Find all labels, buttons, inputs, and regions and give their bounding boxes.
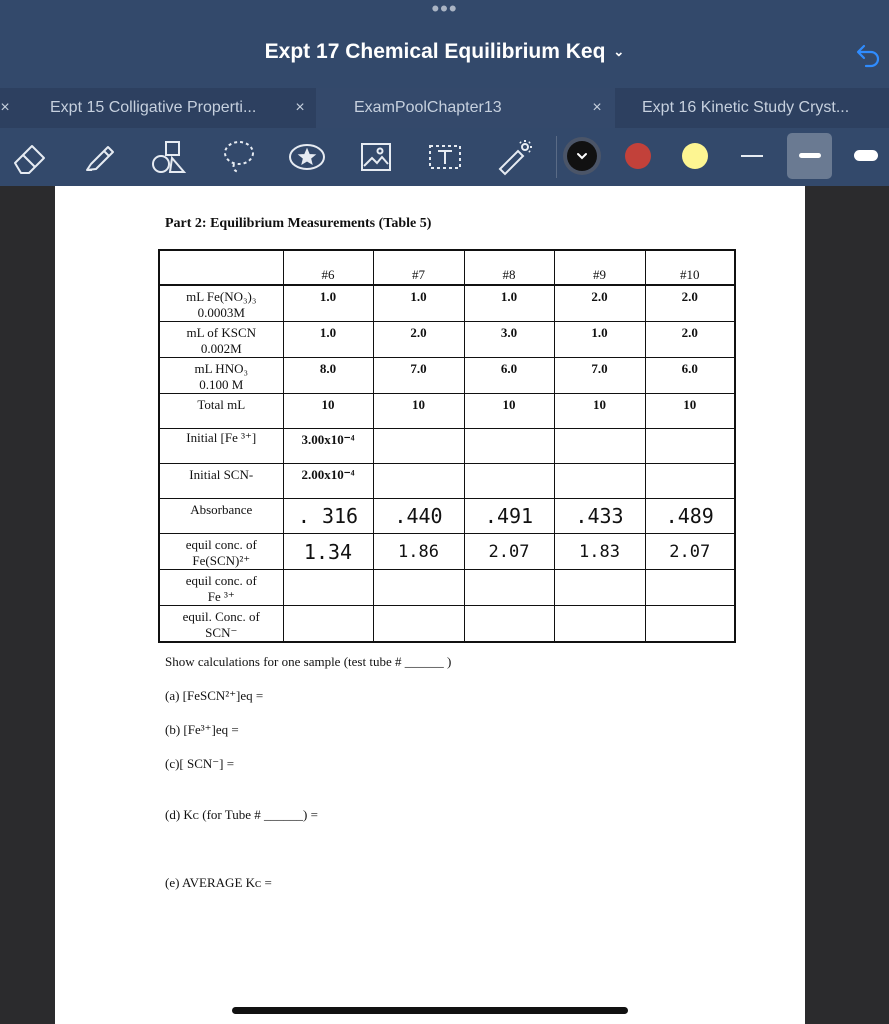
drawing-toolbar <box>0 128 889 186</box>
table-cell[interactable]: 6.0 <box>464 358 554 394</box>
document-title[interactable] <box>0 40 889 64</box>
tab-expt15[interactable]: Expt 15 Colligative Properti... <box>50 99 257 116</box>
handwritten-absorbance[interactable]: .489 <box>645 499 735 534</box>
table-cell[interactable]: 2.0 <box>645 322 735 358</box>
table-cell[interactable]: 8.0 <box>283 358 373 394</box>
row-label <box>159 464 283 499</box>
table-cell[interactable]: 1.0 <box>283 322 373 358</box>
header-cell: #9 <box>554 250 645 285</box>
table-cell[interactable]: 10 <box>464 394 554 429</box>
row-label <box>159 570 283 606</box>
row-label-line1: equil conc. of <box>185 573 257 588</box>
table-row <box>159 570 735 606</box>
table-cell[interactable] <box>283 570 373 606</box>
handwritten-absorbance[interactable]: .491 <box>464 499 554 534</box>
tab-close-button[interactable]: × <box>0 99 10 116</box>
table-cell[interactable]: 7.0 <box>554 358 645 394</box>
row-label <box>159 534 283 570</box>
part-title: Part 2: Equilibrium Measurements (Table 5) <box>165 216 432 231</box>
row-label <box>159 322 283 358</box>
calc-a: (a) [FeSCN²⁺]eq = <box>165 688 264 703</box>
row-label-line1: equil. Conc. of <box>182 609 260 624</box>
calc-c: (c)[ SCN⁻] = <box>165 756 235 771</box>
document-title-text: Expt 17 Chemical Equilibrium Keq <box>264 40 606 63</box>
table-cell[interactable]: 1.0 <box>283 285 373 322</box>
table-cell[interactable]: 7.0 <box>373 358 464 394</box>
table-cell[interactable] <box>464 429 554 464</box>
handwritten-absorbance[interactable]: .433 <box>554 499 645 534</box>
tab-expt16[interactable]: Expt 16 Kinetic Study Cryst... <box>642 99 850 116</box>
header-cell: #6 <box>283 250 373 285</box>
table-row <box>159 322 735 358</box>
row-label <box>159 394 283 429</box>
stroke-thick[interactable] <box>854 150 878 161</box>
table-cell[interactable]: 2.0 <box>554 285 645 322</box>
table-cell[interactable] <box>464 464 554 499</box>
table-cell[interactable] <box>554 464 645 499</box>
header-cell: #7 <box>373 250 464 285</box>
stroke-thin[interactable] <box>741 155 763 157</box>
handwritten-equil-conc[interactable]: 1.34 <box>283 534 373 570</box>
sticker-icon[interactable] <box>286 136 328 178</box>
row-label-line2: Fe ³⁺ <box>207 589 235 604</box>
table-cell[interactable]: 2.0 <box>645 285 735 322</box>
table-row <box>159 464 735 499</box>
row-label-line2: SCN⁻ <box>205 625 238 640</box>
black-swatch-fill <box>567 141 597 171</box>
tab-close-button[interactable]: × <box>592 99 602 116</box>
title-bar <box>0 0 889 88</box>
handwritten-absorbance[interactable]: . 316 <box>283 499 373 534</box>
table-row <box>159 429 735 464</box>
row-label-line1: mL HNO₃ <box>194 361 249 376</box>
row-label <box>159 429 283 464</box>
chevron-down-icon[interactable]: ⌄ <box>613 44 625 60</box>
row-label-line1: Absorbance <box>190 502 253 517</box>
table-cell[interactable] <box>554 606 645 643</box>
table-cell[interactable]: 10 <box>283 394 373 429</box>
table-cell[interactable] <box>645 570 735 606</box>
row-label-line1: Total mL <box>197 397 246 412</box>
color-red[interactable] <box>625 143 651 169</box>
row-label <box>159 499 283 534</box>
undo-icon[interactable] <box>852 40 882 70</box>
calc-b: (b) [Fe³⁺]eq = <box>165 722 239 737</box>
row-label <box>159 606 283 643</box>
chevron-down-icon <box>567 141 597 171</box>
image-icon[interactable] <box>355 136 397 178</box>
document-page <box>55 186 805 1024</box>
stroke-medium-selected[interactable] <box>787 133 832 179</box>
eraser-icon[interactable] <box>10 136 52 178</box>
tab-exampool-chapter13[interactable]: ExamPoolChapter13 <box>354 99 502 116</box>
table-cell[interactable] <box>373 606 464 643</box>
color-black-selected[interactable] <box>563 137 601 175</box>
table-row <box>159 606 735 643</box>
toolbar-separator <box>556 136 557 178</box>
table-cell[interactable]: 10 <box>373 394 464 429</box>
handwritten-equil-conc[interactable]: 1.86 <box>373 534 464 570</box>
handwritten-equil-conc[interactable]: 2.07 <box>645 534 735 570</box>
row-label-line1: mL Fe(NO₃)₃ <box>186 289 257 304</box>
more-options-dots[interactable]: ••• <box>431 0 458 21</box>
table-cell[interactable] <box>464 570 554 606</box>
table-cell[interactable] <box>373 464 464 499</box>
table-row <box>159 358 735 394</box>
table-row <box>159 394 735 429</box>
table-cell[interactable]: 1.0 <box>554 322 645 358</box>
row-label-line2: 0.0003M <box>197 305 245 320</box>
table-cell[interactable] <box>283 606 373 643</box>
table-cell[interactable] <box>464 606 554 643</box>
table-cell[interactable] <box>554 570 645 606</box>
lasso-icon[interactable] <box>218 136 260 178</box>
header-cell <box>159 250 283 285</box>
table-cell[interactable]: 3.0 <box>464 322 554 358</box>
table-header-row <box>159 250 735 285</box>
table-row <box>159 285 735 322</box>
table-cell[interactable] <box>645 429 735 464</box>
table-cell[interactable] <box>554 429 645 464</box>
table-cell[interactable]: 3.00x10⁻⁴ <box>283 429 373 464</box>
color-yellow[interactable] <box>682 143 708 169</box>
table-cell[interactable]: 10 <box>645 394 735 429</box>
table-cell[interactable] <box>373 570 464 606</box>
text-box-icon[interactable] <box>424 136 466 178</box>
handwritten-equil-conc[interactable]: 1.83 <box>554 534 645 570</box>
table-cell[interactable]: 1.0 <box>464 285 554 322</box>
highlighter-icon[interactable] <box>80 136 122 178</box>
calc-e: (e) AVERAGE Kᴄ = <box>165 875 272 890</box>
row-label-line1: Initial [Fe ³⁺] <box>186 430 257 445</box>
row-label <box>159 285 283 322</box>
laser-pointer-icon[interactable] <box>494 136 536 178</box>
table-cell[interactable]: 6.0 <box>645 358 735 394</box>
table-cell[interactable] <box>645 606 735 643</box>
equilibrium-table <box>158 249 736 643</box>
row-label-line2: 0.100 M <box>199 377 244 392</box>
table-cell[interactable]: 10 <box>554 394 645 429</box>
shapes-icon[interactable] <box>148 136 190 178</box>
table-cell[interactable]: 2.00x10⁻⁴ <box>283 464 373 499</box>
row-label-line1: Initial SCN- <box>189 467 254 482</box>
calc-intro: Show calculations for one sample (test tube # ______ ) <box>165 654 452 669</box>
row-label-line2: 0.002M <box>200 341 242 356</box>
handwritten-equil-conc[interactable]: 2.07 <box>464 534 554 570</box>
header-cell: #8 <box>464 250 554 285</box>
table-row <box>159 499 735 534</box>
stroke-medium-line <box>799 153 821 158</box>
home-indicator <box>232 1007 628 1014</box>
table-row <box>159 534 735 570</box>
calc-d: (d) Kᴄ (for Tube # ______) = <box>165 807 318 822</box>
table-cell[interactable] <box>373 429 464 464</box>
table-cell[interactable]: 2.0 <box>373 322 464 358</box>
handwritten-absorbance[interactable]: .440 <box>373 499 464 534</box>
header-cell: #10 <box>645 250 735 285</box>
table-cell[interactable] <box>645 464 735 499</box>
table-cell[interactable]: 1.0 <box>373 285 464 322</box>
tab-close-button[interactable]: × <box>295 99 305 116</box>
row-label-line1: equil conc. of <box>185 537 257 552</box>
row-label-line1: mL of KSCN <box>186 325 257 340</box>
row-label-line2: Fe(SCN)²⁺ <box>192 553 251 568</box>
row-label <box>159 358 283 394</box>
